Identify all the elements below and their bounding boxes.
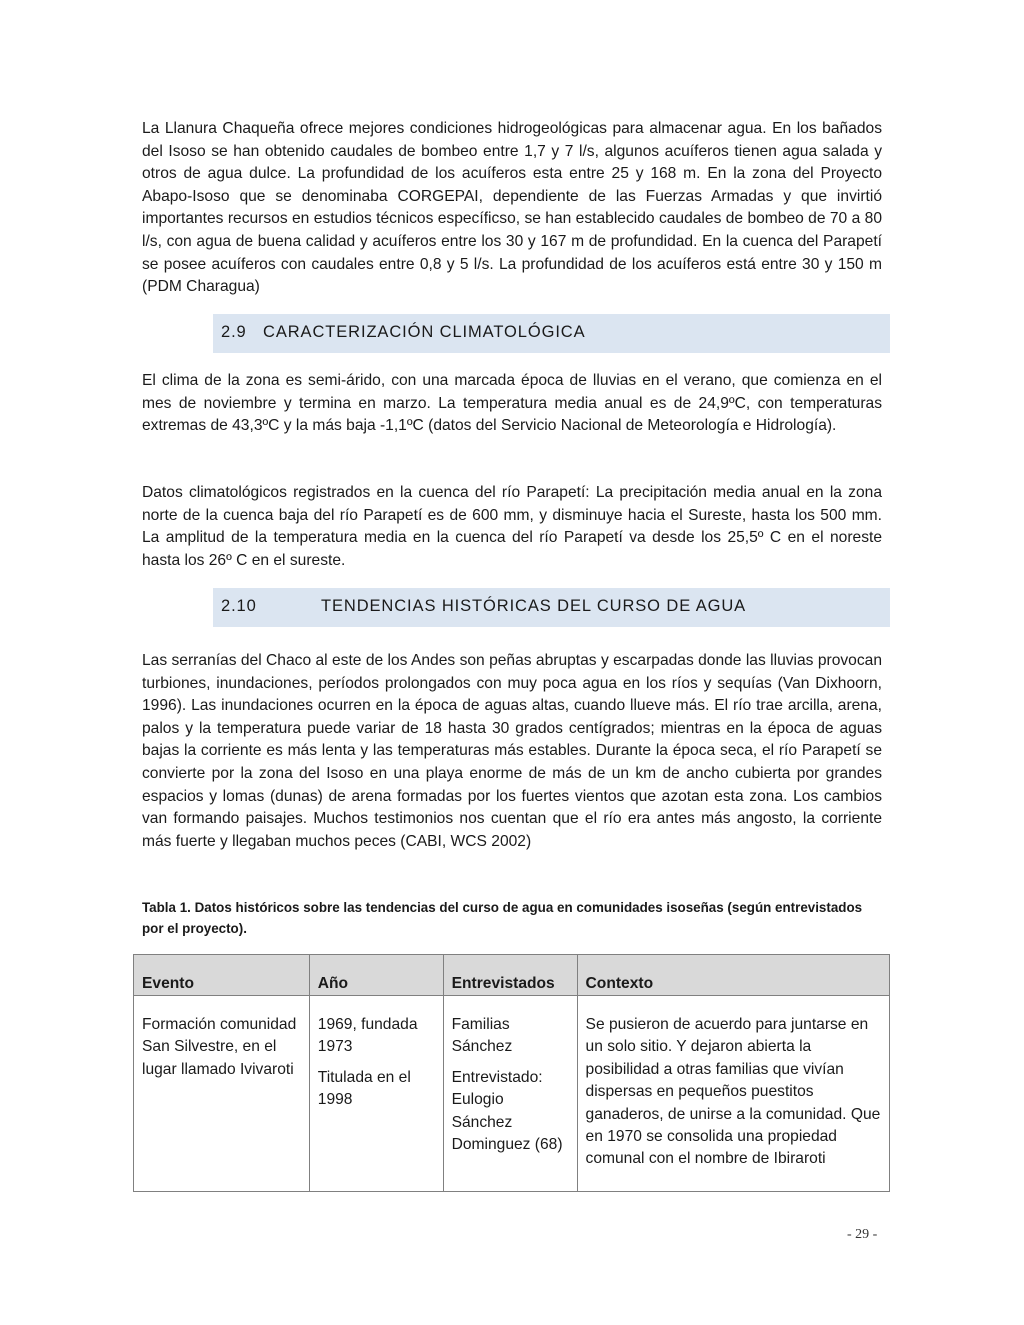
section-number: 2.9 (221, 323, 247, 341)
cell-entrevistados (443, 996, 577, 1192)
column-header-evento: Evento (134, 955, 310, 996)
column-header-contexto: Contexto (577, 955, 889, 996)
section-title: TENDENCIAS HISTÓRICAS DEL CURSO DE AGUA (321, 597, 747, 615)
cell-text: 1969, fundada 1973 (317, 1016, 418, 1056)
cell-text: Familias Sánchez (451, 1016, 513, 1056)
historical-data-table (133, 954, 890, 1192)
cell-evento (134, 996, 310, 1192)
cell-text: Entrevistado: Eulogio Sánchez Dominguez (68) (451, 1068, 563, 1154)
paragraph-clima: El clima de la zona es semi-árido, con una marcada época de lluvias en el verano, que comienza en el mes de noviembre y termina en marzo. La temperatura media anual es de 24,9ºC, con temperaturas extremas de 43,3ºC y la más baja -1,1ºC (datos del Servicio Nacional de Meteorología e Hidrología). (142, 372, 882, 435)
paragraph-tendencias: Las serranías del Chaco al este de los Andes son peñas abruptas y escarpadas donde las lluvias provocan turbiones, inundaciones, períodos prolongados con muy poca agua en los ríos y sequías (Van Dixhoorn, 1996). Las inundaciones ocurren en la época de aguas altas, cuando llueve más. El río trae arcilla, arena, palos y la temperatura puede variar de 18 hasta 30 grados centígrados; mientras en la época de aguas bajas la corriente es más lenta y las temperaturas más estables. Durante la época seca, el río Parapetí se convierte por la zona del Isoso en una playa enorme de más de un km de ancho cubierta por grandes espacios y lomas (dunas) de arena formadas por los fuertes vientos que azotan esta zona. Los cambios van formando paisajes. Muchos testimonios nos cuentan que el río era antes más angosto, la corriente más fuerte y llegaban muchos peces (CABI, WCS 2002) (142, 652, 882, 850)
cell-contexto (577, 996, 889, 1192)
table-header-row (134, 955, 890, 996)
cell-text: Titulada en el 1998 (317, 1068, 411, 1109)
section-heading-2-9 (213, 314, 890, 353)
paragraph-hidrogeologia: La Llanura Chaqueña ofrece mejores condiciones hidrogeológicas para almacenar agua. En los bañados del Isoso se han obtenido caudales de bombeo entre 1,7 y 7 l/s, algunos acuíferos tienen agua salada y otros de agua dulce. La profundidad de los acuíferos esta entre 25 y 168 m. En la zona del Proyecto Abapo-Isoso que se denominaba CORGEPAI, dependiente de las Fuerzas Armadas y que invirtió importantes recursos en estudios técnicos específicso, se han establecido caudales de bombeo de 70 a 80 l/s, con agua de buena calidad y acuíferos entre los 30 y 167 m de profundidad. En la cuenca del Parapetí se posee acuíferos con caudales entre 0,8 y 5 l/s. La profundidad de los acuíferos está entre 30 y 150 m (PDM Charagua) (142, 120, 882, 296)
section-heading-2-10 (213, 588, 890, 627)
page-number: - 29 - (847, 1227, 878, 1242)
cell-text: Se pusieron de acuerdo para juntarse en un solo sitio. Y dejaron abierta la posibilidad a otras familias que vivían dispersas en pequeños puestitos ganaderos, de unirse a la comunidad. Que en 1970 se consolida una propiedad comunal con el nombre de Ibiraroti (585, 1016, 881, 1168)
column-header-entrevistados: Entrevistados (443, 955, 577, 996)
section-title: CARACTERIZACIÓN CLIMATOLÓGICA (263, 323, 586, 341)
table-caption: Tabla 1. Datos históricos sobre las tendencias del curso de agua en comunidades isoseñas (según entrevistados por el proyecto). (142, 900, 863, 936)
cell-text: Formación comunidad San Silvestre, en el lugar llamado Ivivaroti (142, 1016, 297, 1078)
section-number: 2.10 (221, 597, 257, 615)
cell-anio (309, 996, 443, 1192)
table-row (134, 996, 890, 1192)
paragraph-datos-climatologicos: Datos climatológicos registrados en la cuenca del río Parapetí: La precipitación media anual en la zona norte de la cuenca baja del río Parapetí es de 600 mm, y disminuye hacia el Sureste, hasta los 500 mm. La amplitud de la temperatura media en la cuenca del río Parapetí va desde los 25,5º C en el noreste hasta los 26º C en el sureste. (142, 484, 882, 569)
column-header-anio: Año (309, 955, 443, 996)
